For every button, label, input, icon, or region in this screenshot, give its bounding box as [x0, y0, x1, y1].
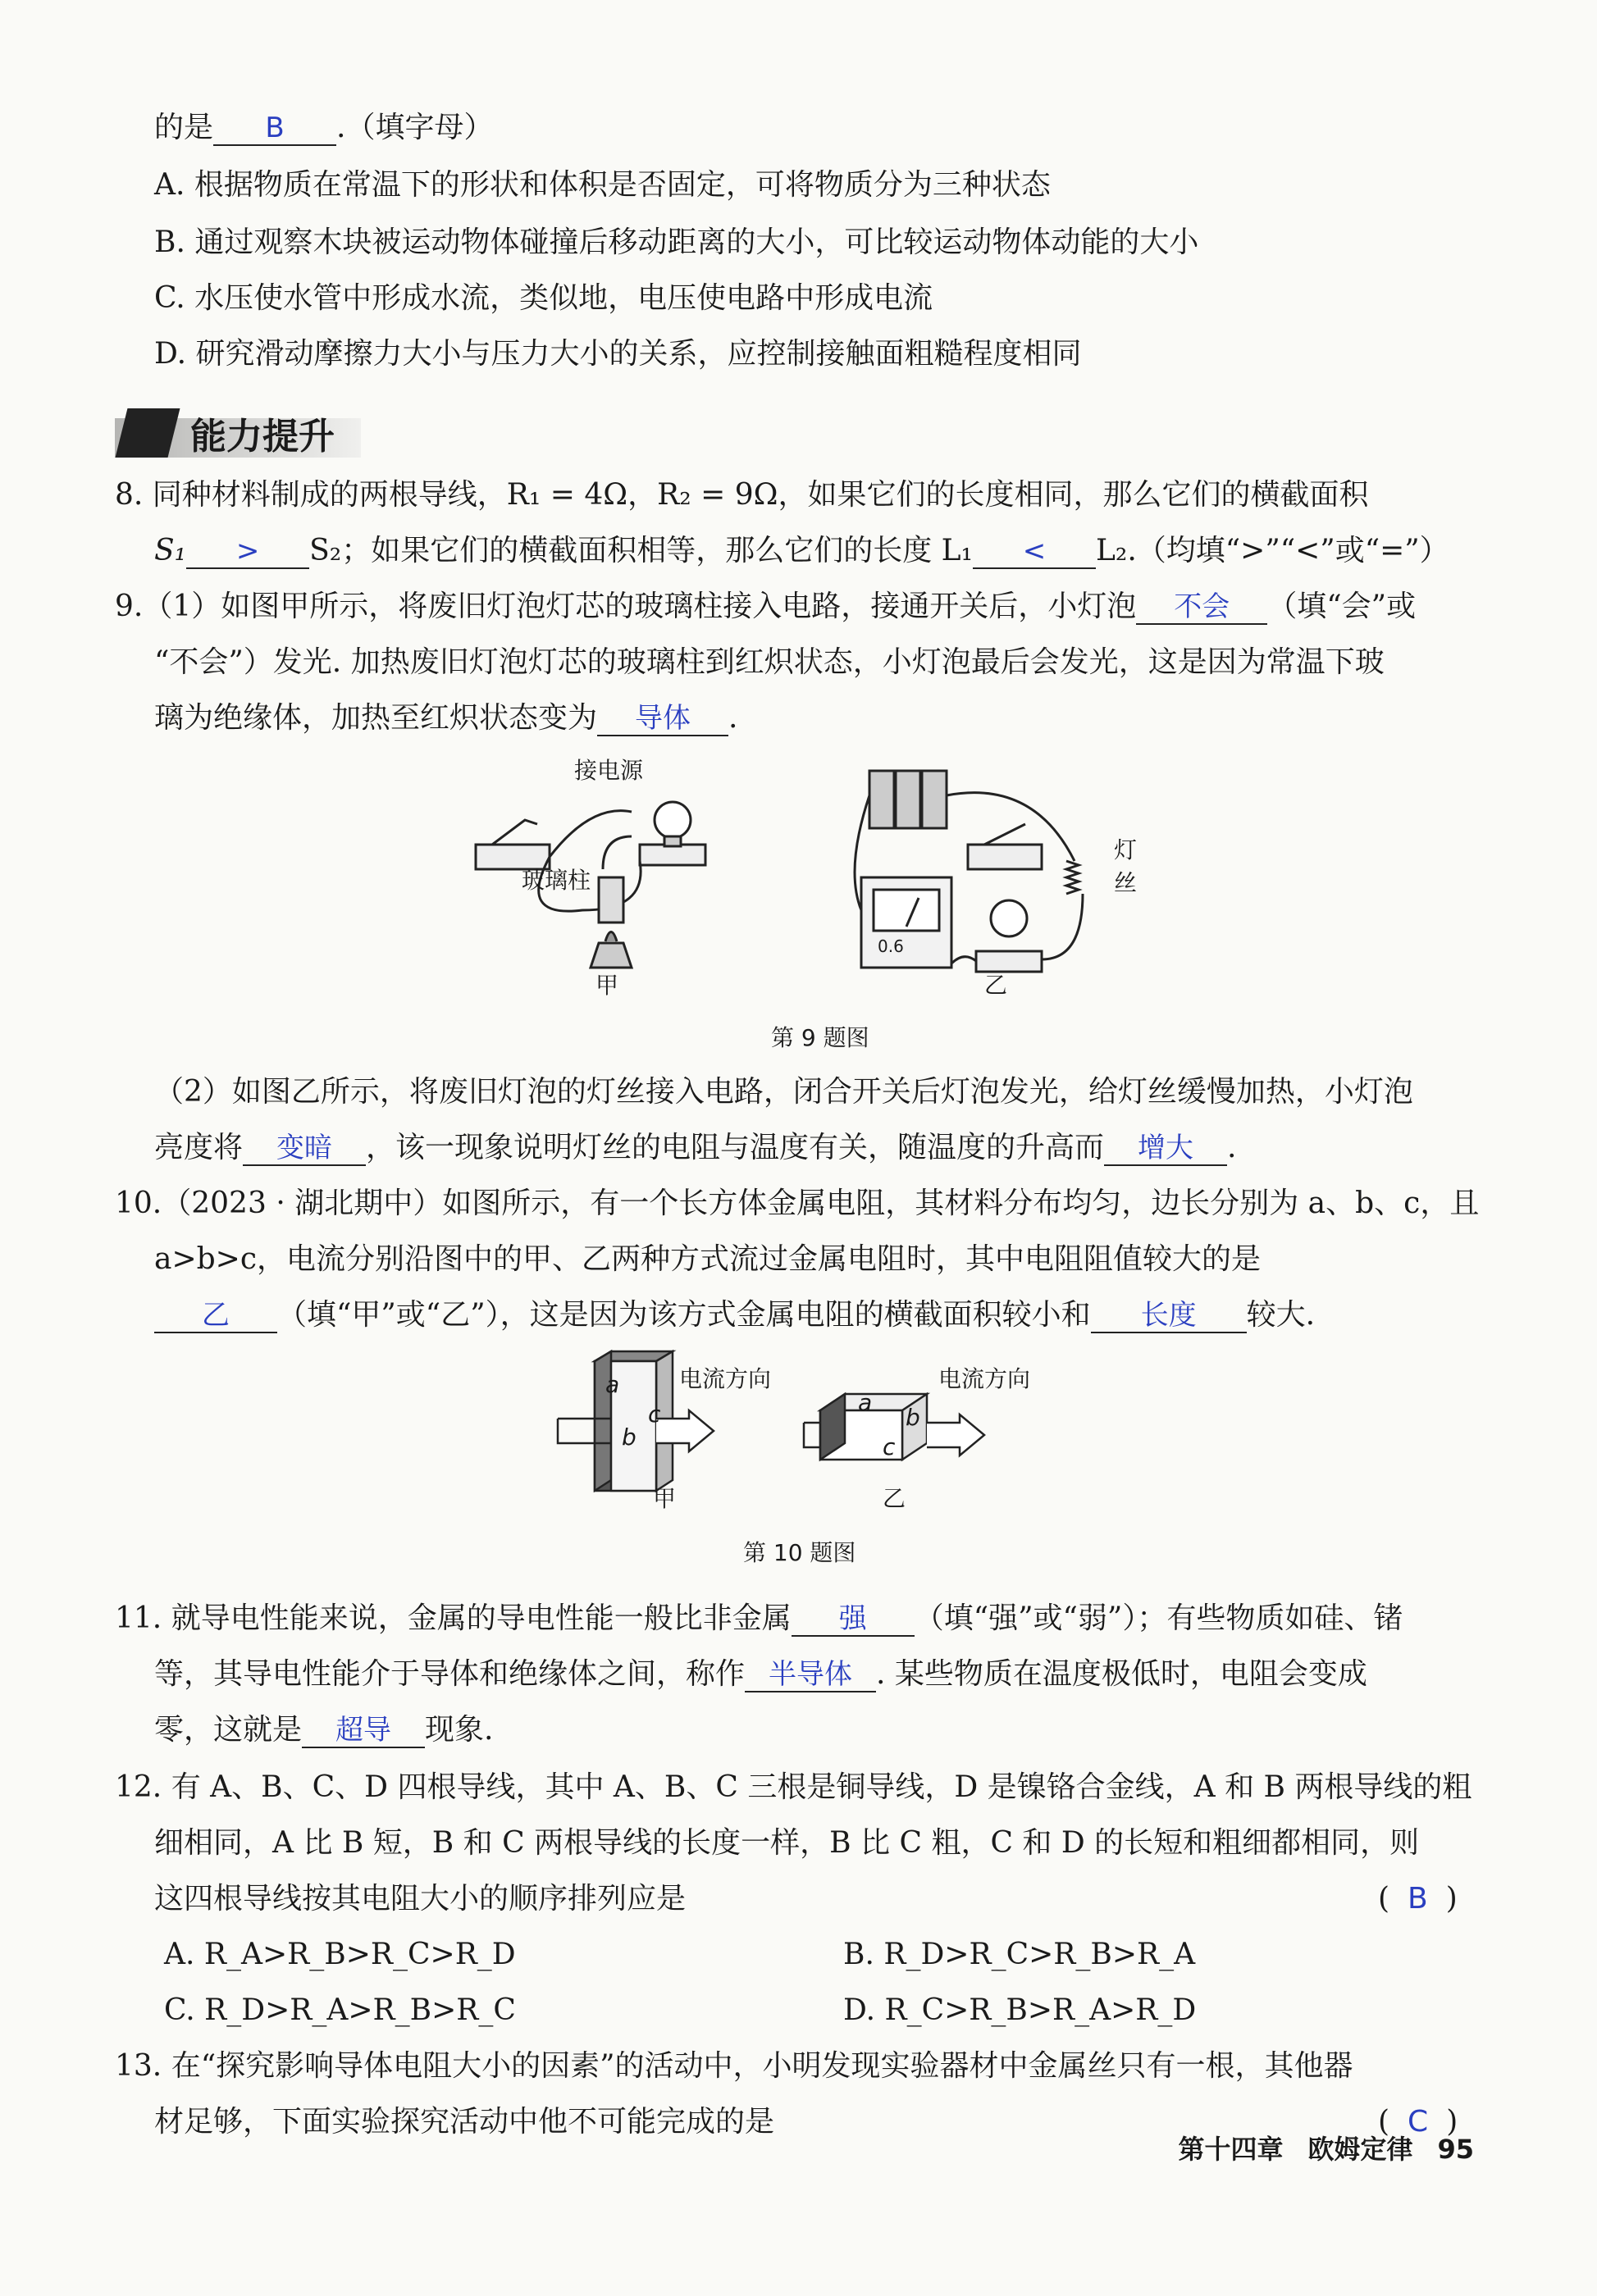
q7-option-c: C. 水压使水管中形成水流，类似地，电压使电路中形成电流 [154, 281, 933, 315]
q11-line3: 零，这就是 超导 现象. [154, 1713, 494, 1747]
figure-10-dir-label-jia: 电流方向 [679, 1365, 772, 1392]
q12-line2: 细相同，A 比 B 短，B 和 C 两根导线的长度一样，B 比 C 粗，C 和 D 的长短和粗细都相同，则 [154, 1826, 1420, 1860]
q10-line2: a>b>c，电流分别沿图中的甲、乙两种方式流过金属电阻时，其中电阻阻值较大的是 [154, 1242, 1261, 1276]
q11-line1: 11. 就导电性能来说，金属的导电性能一般比非金属 强 （填“强”或“弱”）；有些物质如硅、锗 [115, 1601, 1403, 1635]
section-header [115, 400, 369, 459]
q12-option-a: A. R_A>R_B>R_C>R_D [164, 1938, 516, 1971]
q7-answer: B [213, 112, 336, 146]
figure-10-c-jia: c [648, 1401, 661, 1428]
q11-answer-2: 半导体 [745, 1658, 876, 1692]
q10-answer-1: 乙 [154, 1299, 277, 1333]
q13-line1: 13. 在“探究影响导体电阻大小的因素”的活动中，小明发现实验器材中金属丝只有一根，其他器 [115, 2049, 1353, 2083]
page-number: 95 [1437, 2134, 1474, 2165]
figure-10-b-jia: b [622, 1424, 637, 1451]
figure-9-meter-range: 0.6 [878, 936, 904, 956]
q13-answer: C [1408, 2105, 1429, 2139]
q9-answer-4: 增大 [1104, 1132, 1227, 1166]
figure-10-dir-label-yi: 电流方向 [938, 1365, 1031, 1392]
figure-10-yi-label: 乙 [883, 1485, 906, 1512]
q9-answer-3: 变暗 [243, 1132, 366, 1166]
q12-option-b: B. R_D>R_C>R_B>R_A [843, 1938, 1196, 1971]
figure-9-yi-label: 乙 [984, 972, 1008, 999]
q12-line1: 12. 有 A、B、C、D 四根导线，其中 A、B、C 三根是铜导线，D 是镍铬合金线，A 和 B 两根导线的粗 [115, 1770, 1472, 1804]
q10-line1: 10.（2023 · 湖北期中）如图所示，有一个长方体金属电阻，其材料分布均匀，边长分别为 a、b、c，且 [115, 1187, 1480, 1220]
figure-10-jia-label: 甲 [653, 1485, 677, 1512]
figure-9-filament-label: 灯丝 [1114, 836, 1138, 896]
q13-answer-box: ( C ) [1378, 2105, 1458, 2139]
q8-answer-2: < [973, 535, 1096, 569]
figure-10-b-yi: b [906, 1404, 920, 1431]
figure-10-caption: 第 10 题图 [743, 1539, 856, 1566]
q10-answer-2: 长度 [1091, 1299, 1247, 1333]
figure-9-caption: 第 9 题图 [771, 1024, 869, 1051]
q7-option-a: A. 根据物质在常温下的形状和体积是否固定，可将物质分为三种状态 [154, 168, 1051, 202]
q8-line1: 8. 同种材料制成的两根导线，R₁ = 4Ω，R₂ = 9Ω，如果它们的长度相同，那么它们的横截面积 [115, 478, 1369, 512]
q7-option-d: D. 研究滑动摩擦力大小与压力大小的关系，应控制接触面粗糙程度相同 [154, 337, 1082, 371]
q9-line3: 璃为绝缘体，加热至红炽状态变为 导体 . [154, 701, 738, 735]
footer-chapter: 第十四章 [1178, 2134, 1284, 2165]
footer-title: 欧姆定律 [1307, 2134, 1413, 2165]
figure-9-power-label: 接电源 [574, 757, 644, 784]
figure-10-a-yi: a [858, 1389, 873, 1416]
q10-line3: 乙 （填“甲”或“乙”），这是因为该方式金属电阻的横截面积较小和 长度 较大. [154, 1296, 1315, 1335]
q8-answer-1: > [186, 535, 309, 569]
q9-answer-2: 导体 [597, 702, 728, 736]
q13-line2: 材足够，下面实验探究活动中他不可能完成的是 [154, 2105, 775, 2139]
q11-answer-3: 超导 [302, 1714, 425, 1748]
figure-9-jia-label: 甲 [595, 972, 619, 999]
q12-line3: 这四根导线按其电阻大小的顺序排列应是 [154, 1882, 687, 1916]
q9-part2-line1: （2）如图乙所示，将废旧灯泡的灯丝接入电路，闭合开关后灯泡发光，给灯丝缓慢加热，小灯泡 [154, 1075, 1413, 1109]
q7-option-b: B. 通过观察木块被运动物体碰撞后移动距离的大小，可比较运动物体动能的大小 [154, 226, 1199, 259]
figure-9-glass-label: 玻璃柱 [522, 867, 591, 894]
q7-stem: 的是 B .（填字母） [154, 111, 494, 144]
q11-answer-1: 强 [792, 1602, 915, 1637]
q12-answer: B [1408, 1882, 1428, 1916]
q9-line2: “不会”）发光. 加热废旧灯泡灯芯的玻璃柱到红炽状态，小灯泡最后会发光，这是因为常温下玻 [154, 645, 1385, 679]
figure-10-c-yi: c [883, 1433, 896, 1460]
q11-line2: 等，其导电性能介于导体和绝缘体之间，称作 半导体 . 某些物质在温度极低时，电阻会变成 [154, 1657, 1367, 1691]
q9-part2-line2: 亮度将 变暗 ，该一现象说明灯丝的电阻与温度有关，随温度的升高而 增大 . [154, 1131, 1237, 1164]
q9-line1: 9.（1）如图甲所示，将废旧灯泡灯芯的玻璃柱接入电路，接通开关后，小灯泡 不会 （填“会”或 [115, 590, 1417, 623]
q8-line2: S₁ > S₂；如果它们的横截面积相等，那么它们的长度 L₁ < L₂.（均填“>”“<”或“=”） [154, 534, 1449, 567]
q12-option-d: D. R_C>R_B>R_A>R_D [843, 1993, 1197, 2027]
q12-option-c: C. R_D>R_A>R_B>R_C [164, 1993, 516, 2027]
page-footer [1153, 2129, 1474, 2166]
section-title: 能力提升 [190, 416, 335, 458]
q9-answer-1: 不会 [1136, 590, 1267, 625]
q12-answer-box: ( B ) [1378, 1882, 1458, 1916]
figure-10-a-jia: a [605, 1371, 620, 1398]
